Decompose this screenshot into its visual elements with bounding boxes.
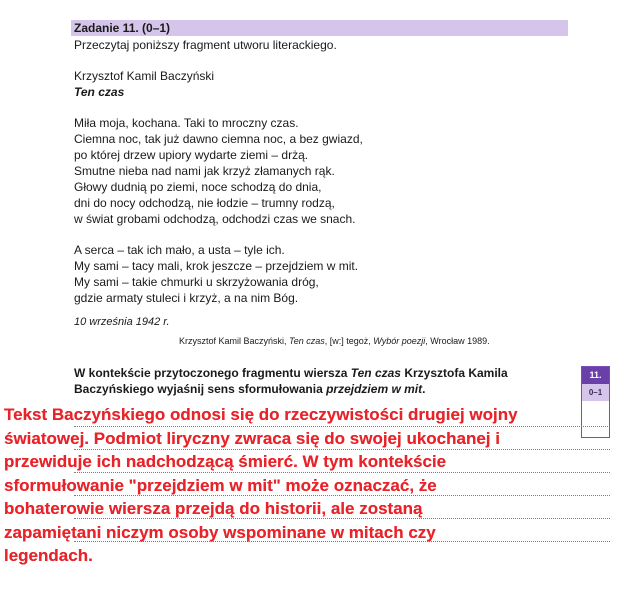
- question-part2: Krzysztofa Kamila: [400, 366, 508, 380]
- source-book: Wybór poezji: [373, 336, 426, 346]
- source-prefix: Krzysztof Kamil Baczyński,: [179, 336, 290, 346]
- score-range: 0–1: [582, 384, 609, 401]
- score-number: 11.: [582, 367, 609, 384]
- source-title: Ten czas: [289, 336, 325, 346]
- poem-line: A serca – tak ich mało, a usta – tyle ich.: [74, 243, 285, 257]
- task-title: Zadanie 11. (0–1): [74, 21, 171, 35]
- answer-line: światowej. Podmiot liryczny zwraca się do swojej ukochanej i: [4, 428, 500, 448]
- answer-line: Tekst Baczyńskiego odnosi się do rzeczywistości drugiej wojny: [4, 405, 518, 424]
- poem-line: w świat grobami odchodzą, odchodzi czas we snach.: [74, 212, 356, 226]
- poem-line: po której drzew upiory wydarte ziemi – drżą.: [74, 148, 309, 162]
- task-instruction: Przeczytaj poniższy fragment utworu literackiego.: [74, 38, 337, 52]
- answer-line: legendach.: [4, 546, 93, 565]
- poem-title: Ten czas: [74, 85, 125, 99]
- question-phrase: przejdziem w mit: [326, 382, 423, 396]
- answer-line: zapamiętani niczym osoby wspominane w mitach czy: [4, 522, 436, 542]
- question-part4: .: [422, 382, 426, 396]
- source-middle: , [w:] tegoż,: [324, 336, 374, 346]
- question-part1: W kontekście przytoczonego fragmentu wiersza: [74, 366, 351, 380]
- source-suffix: , Wrocław 1989.: [425, 336, 490, 346]
- question-text: [74, 365, 508, 397]
- poem-line: Smutne nieba nad nami jak krzyż złamanych rąk.: [74, 164, 335, 178]
- poem-line: My sami – takie chmurki u skrzyżowania dróg,: [74, 275, 319, 289]
- poem-date: 10 września 1942 r.: [74, 316, 170, 328]
- poem-author: Krzysztof Kamil Baczyński: [74, 69, 215, 83]
- poem-line: dni do nocy odchodzą, nie łodzie – trumny rodzą,: [74, 196, 335, 210]
- poem-line: Miła moja, kochana. Taki to mroczny czas.: [74, 116, 299, 130]
- answer-line: sformułowanie "przejdziem w mit" może oznaczać, że: [4, 475, 437, 495]
- poem-line: gdzie armaty stuleci i krzyż, a na nim Bóg.: [74, 291, 299, 305]
- handwritten-answer[interactable]: [4, 403, 635, 568]
- poem-source: [179, 335, 490, 347]
- answer-line: bohaterowie wiersza przejdą do historii, ale zostaną: [4, 499, 423, 518]
- poem-line: Ciemna noc, tak już dawno ciemna noc, a bez gwiazd,: [74, 132, 363, 146]
- question-part3: Baczyńskiego wyjaśnij sens sformułowania: [74, 382, 327, 396]
- poem-line: My sami – tacy mali, krok jeszcze – przejdziem w mit.: [74, 259, 359, 273]
- poem-line: Głowy dudnią po ziemi, noce schodzą do dnia,: [74, 180, 322, 194]
- answer-line: przewiduje ich nadchodzącą śmierć. W tym kontekście: [4, 452, 447, 471]
- question-title: Ten czas: [350, 366, 401, 380]
